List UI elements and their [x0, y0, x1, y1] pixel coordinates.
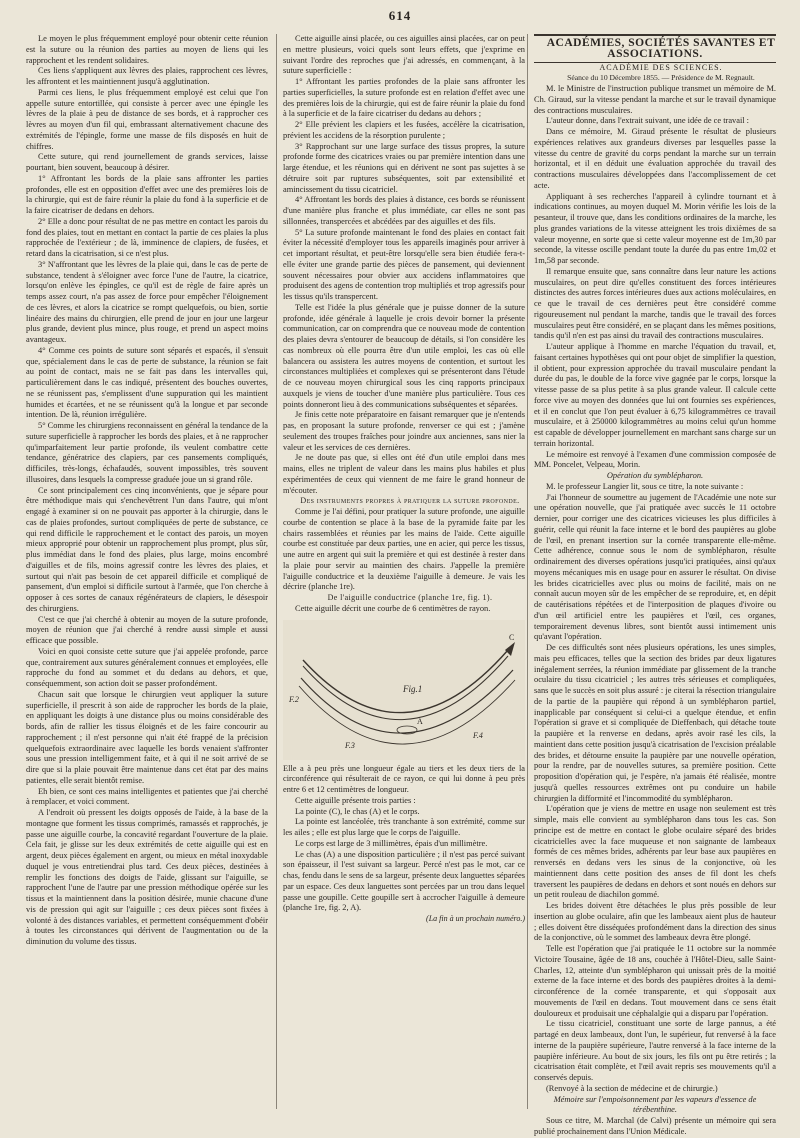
- col2-paragraph: 2° Elle prévient les clapiers et les fusées, accélère la cicatrisation, prévient les accidens de la résorption purulente ;: [283, 120, 525, 140]
- col1-paragraph: Le moyen le plus fréquemment employé pour obtenir cette réunion est la suture ou la réunion des parties au moyen de liens qui les rapprochent et les rendent solidaires.: [26, 34, 268, 65]
- fig-label-f4: F.4: [473, 730, 483, 740]
- col2-paragraph: Cette aiguille présente trois parties :: [295, 795, 416, 805]
- column-middle: [283, 34, 525, 1114]
- fig-label-a: A: [417, 716, 423, 726]
- col1-paragraph: A l'endroit où pressent les doigts opposés de l'aide, à la base de la montagne que forment les tissus comprimés, ramassés et rapprochés, je passe une aiguille courbe, la concavité regardant l'ouverture de la plaie. Cela fait, je glisse sur les deux extrémités de cette aiguille qui est en argent, deux pièces également en argent, ou mieux en métal inoxydable duquel je vous entretiendrai plus tard. Ces deux pièces, destinées à remplir les fonctions des doigts de l'aide, glissant sur l'aiguille, se rapprochent l'une de l'autre par une pression méthodique opérée sur les tissus et la maintiennent dans la position désirée, munie chacune d'une vis de pression qui agit sur l'aiguille ; ces deux pièces sont fixées à volonté à des distances variables, et permettent conséquemment d'obéir à toutes les circonstances qui dérivent de l'augmentation ou de la diminution du volume des tissus.: [26, 808, 268, 946]
- col1-paragraph: 2° Elle a donc pour résultat de ne pas mettre en contact les parois du fond des plaies, tout en mettant en contact la partie de ces plaies la plus rapprochée de l'extérieur ; de là, imminence de clapiers, de fusées, et retard dans la cicatrisation, si ce n'est plus.: [26, 216, 268, 258]
- col3-paragraph: (Renvoyé à la section de médecine et de chirurgie.): [546, 1083, 718, 1093]
- col2-paragraph: Je ne doute pas que, si elles ont été d'un utile emploi dans mes mains, elles ne triplent de valeur dans les mains plus habiles et plus expérimentées de ceux qui viennent de me faire le grand honneur de m'écouter.: [283, 453, 525, 495]
- col2-paragraph: 1° Affrontant les parties profondes de la plaie sans affronter les parties superficielles, la suture profonde est en relation d'effet avec une des premières lois de la chirurgie, qui est de faire réunir la plaie du fond à la superficie et de la faire cicatriser du dedans au dehors ;: [283, 77, 525, 119]
- col3-paragraph: L'opération que je viens de mettre en usage non seulement est très simple, mais elle convient au symblépharon dans tous les cas. Son principe est de mettre en contact le globe oculaire séparé des brides cicatricielles avec la face muqueuse et non saignante de lambeaux formés de ces mêmes brides, adhérents par leur base aux paupières en renversés en dedans vers les sinus de la conjonctive, où les maintiennent dans cette position des anses de fil dont les chefs traversent les paupières de dedans en dehors et sont noués en dehors sur un petit rouleau de diachilon gommé.: [534, 804, 776, 900]
- col3-paragraph: Le tissu cicatriciel, constituant une sorte de large pannus, a été partagé en deux lambeaux, dont l'un, le supérieur, fut renversé à la face interne de la paupière supérieure, l'autre renversé à la face interne de la paupière inférieure. Au bout de six jours, les fils ont pu être retirés ; la cicatrisation était complète, et l'œil avait repris ses mouvements qu'il a conservés depuis.: [534, 1019, 776, 1082]
- col3-paragraph: Dans ce mémoire, M. Giraud présente le résultat de plusieurs expériences relatives aux grandeurs diverses par lesquelles passe la vitesse du centre de gravité du corps pendant la marche sur un terrain horizontal, et il en déduit une évaluation approchée du travail des contractions musculaires développées dans l'accomplissement de cet acte.: [534, 127, 776, 190]
- col2-paragraph: La pointe (C), le chas (A) et le corps.: [295, 806, 420, 816]
- fig-label-f2: F.2: [289, 694, 299, 704]
- col3-paragraph: Appliquant à ses recherches l'appareil à cylindre tournant et à indications continues, au moyen duquel M. Morin vérifie les lois de la pesanteur, il trouve que, dans les conditions ordinaires de la marche, les plus grandes variations de la vitesse atteignent les trois dixièmes de sa valeur moyenne, en sorte que si cette valeur moyenne est de 1m,30 par seconde, la vitesse oscille pendant toute la durée du pas entre 1m,02 et 1m,58 par seconde.: [534, 191, 776, 265]
- col2-paragraph: Telle est l'idée la plus générale que je puisse donner de la suture profonde, idée générale à laquelle je crois devoir borner la présente communication, car on comprendra que ce nouveau mode de contention des plaies devra s'entourer de beaucoup de détails, si l'on considère les cas nombreux où elle pourra être d'un utile emploi, les cas où elle balancera ou assistera les autres moyens de contention, et surtout les circonstances multipliées et complexes qui se présenteront dans l'étude de ce nouveau moyen chirurgical sous les cinq rapports principaux auxquels je viens de toucher d'une manière plus particulière. Tous ces points donneront lieu à des communications subséquentes et séparées.: [283, 302, 525, 409]
- col2-paragraph: Cette aiguille décrit une courbe de 6 centimètres de rayon.: [295, 603, 491, 613]
- col3-paragraph: L'auteur donne, dans l'extrait suivant, une idée de ce travail :: [546, 116, 750, 126]
- col2-paragraph: (La fin à un prochain numéro.): [426, 914, 525, 923]
- col3-paragraph: L'auteur applique à l'homme en marche l'équation du travail, et, faisant certaines hypothèses qui ont pour objet de simplifier la question, il obtient, pour expression approchée du travail musculaire pendant la durée du pas, le double de la force vive gagnée par le corps, lorsque la vitesse passe de sa plus petite à sa plus grande valeur. Il calcule cette force vive au moyen des données que lui ont fournies ses expériences, et il en conclut que l'on peut évaluer à 6,75 kilogrammètres ce travail musculaire, et à 250000 kilogrammètres au moins celui qu'un homme est capable de développer journellement en marchant sans charge sur un terrain horizontal.: [534, 342, 776, 448]
- col1-paragraph: Cette suture, qui rend journellement de grands services, laisse pourtant, bien souvent, beaucoup à désirer.: [26, 152, 268, 172]
- col2-paragraph: Cette aiguille ainsi placée, ou ces aiguilles ainsi placées, car on peut en mettre plusieurs, voici quels sont leurs effets, que j'exprime en suivant l'ordre des reproches que j'ai adressés, en commençant, à la suture superficielle :: [283, 34, 525, 76]
- column-right: [534, 34, 776, 1136]
- col2-paragraph: Des instruments propres à pratiquer la suture profonde.: [300, 496, 520, 506]
- col3-paragraph: Il remarque ensuite que, sans connaître dans leur nature les actions musculaires, on peut dire qu'elles constituent des forces intérieures distinctes des autres forces intérieures dues aux actions moléculaires, en ce que le travail de ces dernières peut être considéré comme rigoureusement nul pendant la marche, tandis que le travail des forces musculaires peut être considéré, en se plaçant dans les mêmes positions, tandis qu'il n'en est pas ainsi du travail des contractions musculaires.: [534, 266, 776, 341]
- col3-paragraph: De ces difficultés sont nées plusieurs opérations, les unes simples, mais peu efficaces, telles que la section des brides par deux ligatures inégalement serrées, la réunion immédiate par glissement de la tranche oculaire du tissu cicatriciel ; les autres très sérieuses et compliquées, sans que le succès en soit plus assuré : je citerai la résection triangulaire de la partie de la paupière qui répond à un symblépharon partiel, inapplicable par conséquent si celui-ci a quelque étendue, et enfin l'opération si grave et si compliquée de Dieffenbach, qui détache toute la paupière et la renverse en dedans, après avoir rasé les cils, la maintient dans cette position jusqu'à cicatrisation de l'excision préalable des brides, et détourne ensuite la paupière par une nouvelle opération, pour la rendre, par de nouvelles sutures, sa première position. Cette proposition d'opération qui, je l'espère, n'a jamais été réalisée, montre jusqu'à quelles ressources extrêmes ont pu conduire un habile chirurgien la difformité et l'incommodité du symblépharon.: [534, 643, 776, 803]
- col3-paragraph: Opération du symblépharon.: [606, 471, 704, 480]
- col3-paragraph: Mémoire sur l'empoisonnement par les vapeurs d'essence de térébenthine.: [553, 1094, 757, 1115]
- col1-paragraph: Eh bien, ce sont ces mains intelligentes et patientes que j'ai cherché à remplacer, et voici comment.: [26, 786, 268, 807]
- col1-paragraph: C'est ce que j'ai cherché à obtenir au moyen de la suture profonde, moyen de réunion que j'ai cherché à rendre aussi simple et aussi efficace que possible.: [26, 614, 268, 645]
- col1-paragraph: Parmi ces liens, le plus fréquemment employé est celui que l'on appelle suture entortillée, qui consiste à percer avec une épingle les lèvres de la plaie à peu de distance de ses bords, et à rapprocher ces lèvres au moyen d'un fil qui, embrassant alternativement chacune des extrémités de l'épingle, forme une masse de fils disposés en huit de chiffres.: [26, 87, 268, 151]
- column-rule-1: [276, 34, 277, 1109]
- col1-paragraph: Ces liens s'appliquent aux lèvres des plaies, rapprochent ces lèvres, les affrontent et les maintiennent jusqu'à agglutination.: [26, 66, 268, 86]
- col2-paragraph: Je finis cette note préparatoire en faisant remarquer que je n'entends pas, en proposant la suture profonde, renverser ce qui est ; j'amène seulement des troupes fraîches pour joindre aux anciennes, sans nier la valeur et les services de ces dernières.: [283, 410, 525, 452]
- col1-paragraph: 1° Affrontant les bords de la plaie sans affronter les parties profondes, elle est en opposition d'effet avec une des premières lois de la chirurgie, qui est de faire réunir la plaie du fond à la superficie et de la faire cicatriser de dedans en dehors.: [26, 173, 268, 215]
- col1-paragraph: 5° Comme les chirurgiens reconnaissent en général la tendance de la suture superficielle à rapprocher les bords des plaies, et à ne rapprocher qu'imparfaitement leur partie profonde, ils veulent combattre cette tendance, génératrice des clapiers, par ces pansements compliqués, difficiles, très-longs, échafaudés, souvent impossibles, très souvent illusoires, dans lesquels la compresse graduée joue un si grand rôle.: [26, 421, 268, 484]
- col3-paragraph: Sous ce titre, M. Marchal (de Calvi) présente un mémoire qui sera publié prochainement dans l'Union Médicale.: [534, 1116, 776, 1136]
- col1-paragraph: Chacun sait que lorsque le chirurgien veut appliquer la suture superficielle, il prescrit à son aide de rapprocher les bords de la plaie, en appliquant les doigts à une distance plus ou moins considérable des bords, afin de rallier les tissus éloignés et de les faire concourir au rapprochement ; il n'est personne qui n'ait été frappé de la précision quelquefois extraordinaire avec laquelle les bords venaient s'affronter sous une pression intelligemment faite, et à qui il ne soit arrivé de se dire que si la plaie pouvait être maintenue dans cet état par des mains patientes, elle serait bientôt remise.: [26, 689, 268, 785]
- col3-paragraph: Les brides doivent être détachées le plus près possible de leur insertion au globe oculaire, afin que les lambeaux aient plus de hauteur ; elles doivent être disséquées profondément dans la direction des sinus de la conjonctive, où le sommet des lambeaux devra être plongé.: [534, 901, 776, 943]
- needle-figure: [283, 620, 525, 760]
- column-left: [26, 34, 268, 1114]
- needle-drawing: [283, 620, 525, 760]
- col1-paragraph: 4° Comme ces points de suture sont séparés et espacés, il s'ensuit que, spécialement dans le cas de perte de substance, la réunion se fait au point de contact, mais ne se fait pas dans les intervalles qui, particulièrement dans le cas indiqué, présentent des bouches ouvertes, ne se réunissent pas, s'emplissent d'une suppuration qui les maintient humides et écartées, et ne se réunissent qu'à la longue et par seconde intention. De là, réunion irrégulière.: [26, 345, 268, 420]
- col2-paragraph: Comme je l'ai défini, pour pratiquer la suture profonde, une aiguille courbe de contention se place à la base de la pyramide faite par les chairs rassemblées et réunies par les mains de l'aide. Cette aiguille courbe est constituée par deux parties, une en acier, qui perce les tissus, une autre en argent qui suit la première et qui est destinée à rester dans la plaie pour servir au maintien des chairs. J'appelle la première l'aiguille conductrice et la deuxième l'aiguille à demeure. Je vais les décrire (planche 1re).: [283, 507, 525, 592]
- col2-paragraph: De l'aiguille conductrice (planche 1re, fig. 1).: [327, 593, 493, 602]
- col1-paragraph: Voici en quoi consiste cette suture que j'ai appelée profonde, parce que, contrairement aux sutures généralement connues et employées, elle rapproche du fond au sommet et du dedans au dehors, et que, conséquemment, son action doit se passer profondément.: [26, 646, 268, 688]
- col2-paragraph: La pointe est lancéolée, très tranchante à son extrémité, comme sur les ailes ; elle est plus large que le corps de l'aiguille.: [283, 817, 525, 837]
- col3-paragraph: M. le professeur Langier lit, sous ce titre, la note suivante :: [546, 481, 744, 491]
- col1-paragraph: 3° N'affrontant que les lèvres de la plaie qui, dans le cas de perte de substance, tendent à s'éloigner avec force l'une de l'autre, la cicatrice, lorsqu'on enlève les épingles, ce qu'il est de règle de faire après un temps assez court, n'a pas assez de force pour empêcher l'éloignement de ces lèvres, et alors la cicatrice se rompt quelquefois, ou bien, sortie linéaire des mains du chirurgien, elle prend de jour en jour une largeur plus grande, devient plus mince, plus rouge, et prend un aspect moins avantageux.: [26, 259, 268, 344]
- fig-label-f3: F.3: [345, 740, 355, 750]
- col1-paragraph: Ce sont principalement ces cinq inconvénients, que je sépare pour être méthodique mais qui s'enchevêtrent l'un dans l'autre, qui m'ont engagé à examiner si on ne pouvait pas apporter à la chirurgie, dans le cas de plaies profondes, surtout compliquées de perte de substance, ce qui rend difficile le rapprochement et le contact des parois, un moyen mieux approprié pour obtenir un rapprochement plus prompt, plus sûr, plus immédiat dans le fond des plaies, plus large, moins encombré d'aiguilles et de fils, moins agressif contre les lèvres des plaies, et surtout qui n'ait pas besoin de cet appareil difficile et compliqué de pansement, d'un emploi si difficile surtout à l'armée, que l'on cherche à opposer à ces sortes de canaux régénérateurs de clapiers, le désespoir des chirurgiens.: [26, 485, 268, 613]
- col2-paragraph: 4° Affrontant les bords des plaies à distance, ces bords se réunissent d'une manière plus franche et plus immédiate, car elles ne sont pas sillonnées, transpercées et abcédées par des aiguilles et des fils.: [283, 195, 525, 226]
- col3-paragraph: M. le Ministre de l'instruction publique transmet un mémoire de M. Ch. Giraud, sur la vitesse pendant la marche et sur le travail dynamique des contractions musculaires.: [534, 84, 776, 115]
- col3-paragraph: ACADÉMIE DES SCIENCES.: [599, 62, 723, 72]
- col2-paragraph: 5° La suture profonde maintenant le fond des plaies en contact fait éviter la nécessité d'employer tous les appareils imaginés pour arriver à cet important résultat, et peut-être lorsqu'elle sera bien étudiée fera-t-elle éviter une grande partie des pièces de pansement, qui deviennent souvent nécessaires pour obvier aux accidens inflammatoires que produisent des agens de contention trop multipliés et trop agressifs pour les tissus qu'ils transpercent.: [283, 227, 525, 301]
- col3-paragraph: Telle est l'opération que j'ai pratiquée le 11 octobre sur la nommée Victoire Tousaine, âgée de 18 ans, couchée à l'Hôtel-Dieu, salle Saint-Charles, 12, atteinte d'un symblépharon qui unissait près de la moitié externe de la face interne et des bords des paupières droites à la demi-circonférence de la cornée transparente, et qui s'opposait aux mouvements de l'œil en dedans. Tout mouvement dans ce sens était douloureux et produisait une céphalalgie qui a disparu par l'opération.: [534, 944, 776, 1018]
- col2-paragraph: Le chas (A) a une disposition particulière ; il n'est pas percé suivant son épaisseur, il l'est suivant sa largeur. Percé n'est pas le mot, car ce chas, fendu dans le sens de sa largeur, présente deux languettes séparées par un espace. Ces deux languettes sont percées par un trou dans lequel passe une goupille. Cette goupille sert à accrocher l'aiguille à demeure (planche 1re, fig. 2, A).: [283, 849, 525, 913]
- page-number: 614: [388, 8, 412, 23]
- fig-label-c: C: [509, 632, 515, 642]
- col3-paragraph: ACADÉMIES, SOCIÉTÉS SAVANTES ET ASSOCIATIONS.: [534, 34, 776, 63]
- col3-paragraph: Séance du 10 Décembre 1855. — Présidence de M. Regnault.: [567, 73, 755, 83]
- fig-label: Fig.1: [403, 683, 423, 694]
- col3-paragraph: J'ai l'honneur de soumettre au jugement de l'Académie une note sur une opération nouvelle, que j'ai pratiquée avec succès le 11 octobre dernier, pour corriger une des cicatrices vicieuses les plus difficiles à guérir, celle qui réunit la face interne et le bord des paupières au globe de l'œil, en prenant insertion sur la cornée transparente elle-même. Cette adhérence, connue sous le nom de symblépharon, résulte ordinairement des diverses opérations jusqu'ici pratiquées, ainsi qu'aux moyens mécaniques mis en usage pour en assurer le résultat. On divise les brides cicatricielles avec plus ou moins de facilité, mais on ne connaît aucun moyen sûr de les empêcher de se reproduire, et, en dépit de cautérisations répétées et de l'interposition de plaques d'ivoire ou d'un œil artificiel entre les paupières et l'œil, ces organes, temporairement devenus libres, sont bientôt aussi intimement unis qu'avant l'opération.: [534, 492, 776, 642]
- column-rule-2: [527, 34, 528, 1109]
- col3-paragraph: Le mémoire est renvoyé à l'examen d'une commission composée de MM. Poncelet, Velpeau, Morin.: [534, 449, 776, 470]
- col2-paragraph: Elle a à peu près une longueur égale au tiers et les deux tiers de la circonférence qui résulterait de ce rayon, ce qui lui donne à peu près entre 6 et 12 centimètres de longueur.: [283, 763, 525, 794]
- col2-paragraph: 3° Rapprochant sur une large surface des tissus propres, la suture profonde forme des cicatrices vraies ou par première intention dans une large étendue, et les réunions qui en dérivent ne sont pas sujettes à se détruire soit par ruptures subséquentes, soit par extensibilité et amincissement du tissu cicatriciel.: [283, 141, 525, 194]
- col2-paragraph: Le corps est large de 3 millimètres, épais d'un millimètre.: [295, 838, 488, 848]
